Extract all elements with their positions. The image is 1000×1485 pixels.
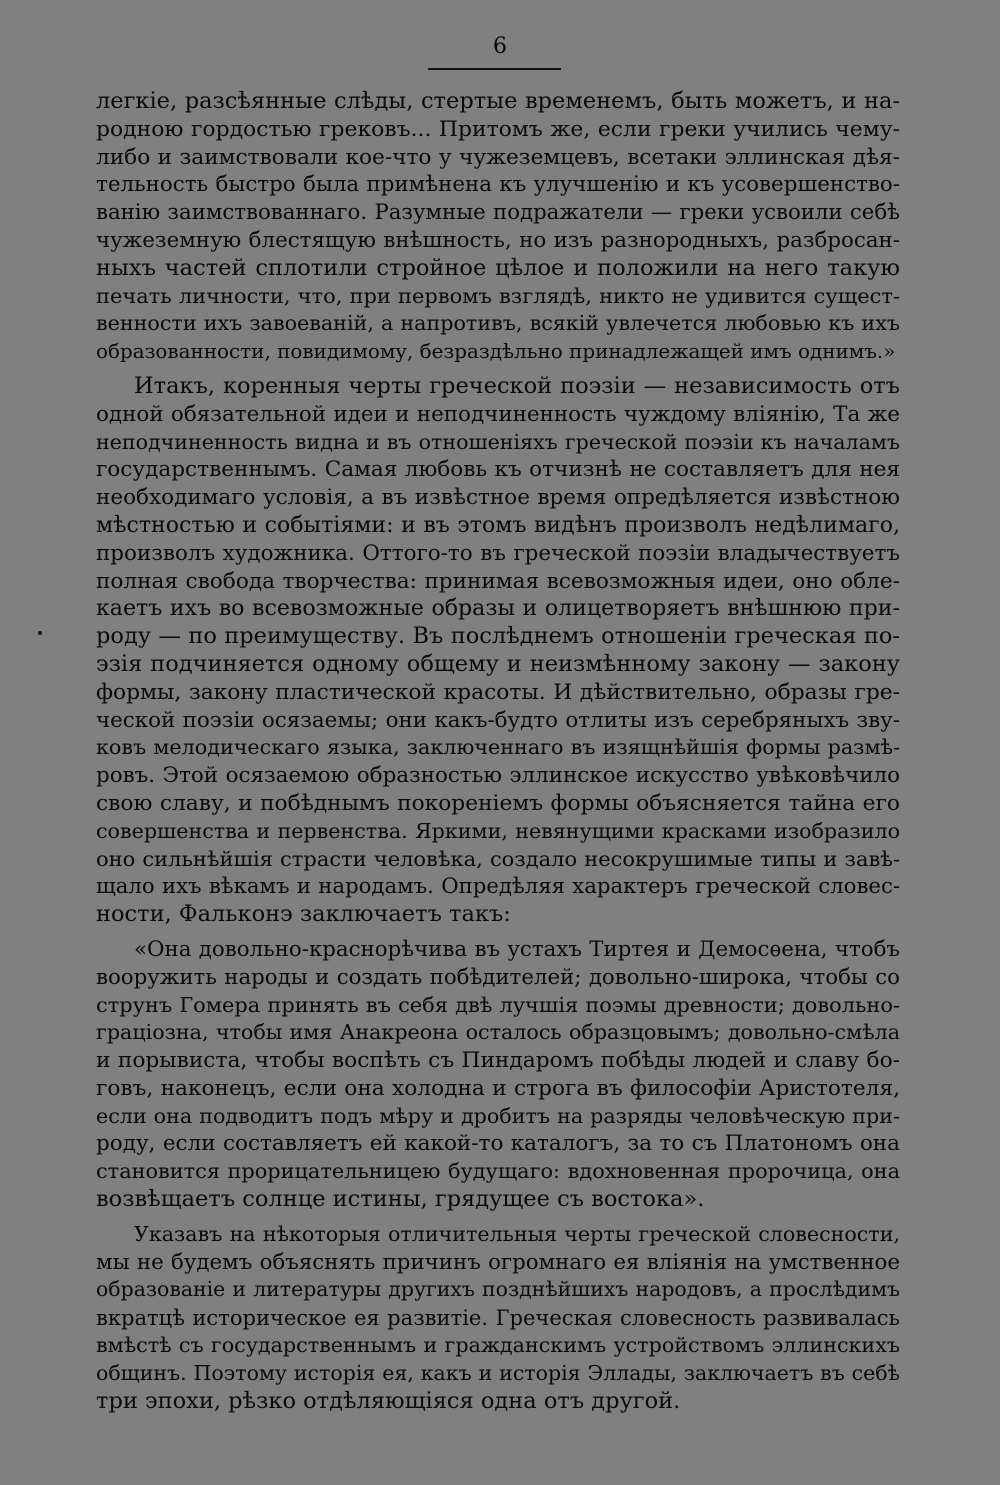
text-line: либо и заимствовали кое-что у чужеземцевъ, всетаки эллинская дѣя- (96, 144, 900, 170)
text-line: каетъ ихъ во всевозможные образы и олицетворяетъ внѣшнюю при- (96, 595, 900, 622)
scan-speck (38, 631, 42, 635)
text-line: совершенства и первенства. Яркими, невянущими красками изобразило (96, 818, 900, 843)
text-line: формы, закону пластической красоты. И дѣйствительно, образы гре- (96, 679, 900, 705)
text-line: мы не будемъ объяснять причинъ огромнаго ея вліянія на умственное (96, 1249, 900, 1275)
text-line: оно сильнѣйшія страсти человѣка, создало несокрушимые типы и завѣ- (96, 846, 900, 871)
text-line: струнъ Гомера принять въ себя двѣ лучшія поэмы древности; довольно- (96, 992, 900, 1017)
text-line: чужеземную блестящую внѣшность, но изъ разнородныхъ, разбросан- (96, 227, 900, 253)
text-line: ныхъ частей сплотили стройное цѣлое и положили на него такую (96, 254, 900, 281)
text-line: ровъ. Этой осязаемою образностью эллинское искусство увѣковѣчило (96, 763, 900, 789)
text-line: необходимаго условія, а въ извѣстное время опредѣляется извѣстною (96, 485, 900, 511)
paragraph-gap (96, 366, 900, 373)
text-line: образованности, повидимому, безраздѣльно принадлежащей имъ однимъ.» (96, 340, 896, 364)
text-line: венности ихъ завоеваній, а напротивъ, всякій увлечется любовью къ ихъ (96, 311, 900, 336)
text-line: граціозна, чтобы имя Анакреона осталось образцовымъ; довольно-смѣла (96, 1020, 900, 1045)
header-rule (428, 68, 561, 70)
paragraph-gap (96, 1214, 900, 1221)
text-line: щало ихъ вѣкамъ и народамъ. Опредѣляя характеръ греческой словес- (96, 874, 900, 900)
text-line: эзія подчиняется одному общему и неизмѣнному закону — закону (96, 650, 900, 677)
text-line: возвѣщаетъ солнце истины, грядущее съ востока». (96, 1186, 705, 1213)
text-line: говъ, наконецъ, если она холодна и строга въ философіи Аристотеля, (96, 1075, 900, 1101)
text-line: Указавъ на нѣкоторыя отличительныя черты греческой словесности, (134, 1221, 900, 1246)
text-line: мѣстностью и событіями: и въ этомъ видѣнъ произволъ недѣлимаго, (96, 512, 900, 538)
text-line: одной обязательной идеи и неподчиненность чуждому вліянію, Та же (96, 401, 900, 427)
text-line: и порывиста, чтобы воспѣть съ Пиндаромъ побѣды людей и славу бо- (96, 1048, 900, 1074)
text-line: неподчиненность видна и въ отношеніяхъ греческой поэзіи къ началамъ (96, 429, 900, 454)
text-line: «Она довольно-краснорѣчива въ устахъ Тиртея и Демосѳена, чтобъ (134, 936, 900, 962)
text-line: становится прорицательницею будущаго: вдохновенная пророчица, она (96, 1159, 900, 1184)
text-line: вмѣстѣ съ государственнымъ и гражданскимъ устройствомъ эллинскихъ (96, 1333, 900, 1358)
text-line: полная свобода творчества: принимая всевозможныя идеи, оно обле- (96, 568, 900, 594)
text-line: вооружить народы и создать побѣдителей; довольно-широка, чтобы со (96, 964, 900, 990)
text-line: ковъ мелодическаго языка, заключеннаго въ изящнѣйшія формы размѣ- (96, 735, 900, 760)
text-line: родною гордостью грековъ... Притомъ же, если греки учились чему- (96, 116, 900, 142)
text-line: роду, если составляетъ ей какой-то каталогъ, за то съ Платономъ она (96, 1131, 900, 1157)
text-line: печать личности, что, при первомъ взглядѣ, никто не удивится сущест- (96, 283, 900, 308)
text-line: государственнымъ. Самая любовь къ отчизнѣ не составляетъ для нея (96, 457, 900, 483)
paragraph (96, 373, 900, 929)
text-line: ческой поэзіи осязаемы; они какъ-будто отлиты изъ серебряныхъ зву- (96, 707, 900, 733)
text-line: если она подводитъ подъ мѣру и дробитъ на разряды человѣческую при- (96, 1103, 900, 1128)
body-text (96, 88, 900, 1415)
text-line: образованіе и литературы другихъ позднѣйшихъ народовъ, а прослѣдимъ (96, 1277, 900, 1302)
text-line: роду — по преимуществу. Въ послѣднемъ отношеніи греческая по- (96, 623, 900, 650)
text-line: Итакъ, коренныя черты греческой поэзіи — независимость отъ (134, 372, 900, 399)
paragraph-gap (96, 929, 900, 936)
text-line: ности, Фальконэ заключаетъ такъ: (96, 901, 511, 928)
text-line: вкратцѣ историческое ея развитіе. Греческая словесность развивалась (96, 1305, 900, 1331)
text-line: свою славу, и побѣднымъ покореніемъ формы объясняется тайна его (96, 790, 900, 816)
paragraph (96, 88, 900, 366)
paragraph (96, 1221, 900, 1416)
paragraph (96, 936, 900, 1214)
text-line: общинъ. Поэтому исторія ея, какъ и исторія Эллады, заключаетъ въ себѣ (96, 1360, 900, 1385)
text-line: легкіе, разсѣянные слѣды, стертые временемъ, быть можетъ, и на- (96, 88, 900, 114)
text-line: тельность быстро была примѣнена къ улучшенію и къ усовершенство- (96, 172, 900, 198)
text-line: произволъ художника. Оттого-то въ греческой поэзіи владычествуетъ (96, 540, 900, 566)
text-line: три эпохи, рѣзко отдѣляющіяся одна отъ другой. (96, 1387, 681, 1414)
text-line: ванію заимствованнаго. Разумные подражатели — греки усвоили себѣ (96, 200, 900, 226)
page-number: 6 (493, 34, 507, 59)
